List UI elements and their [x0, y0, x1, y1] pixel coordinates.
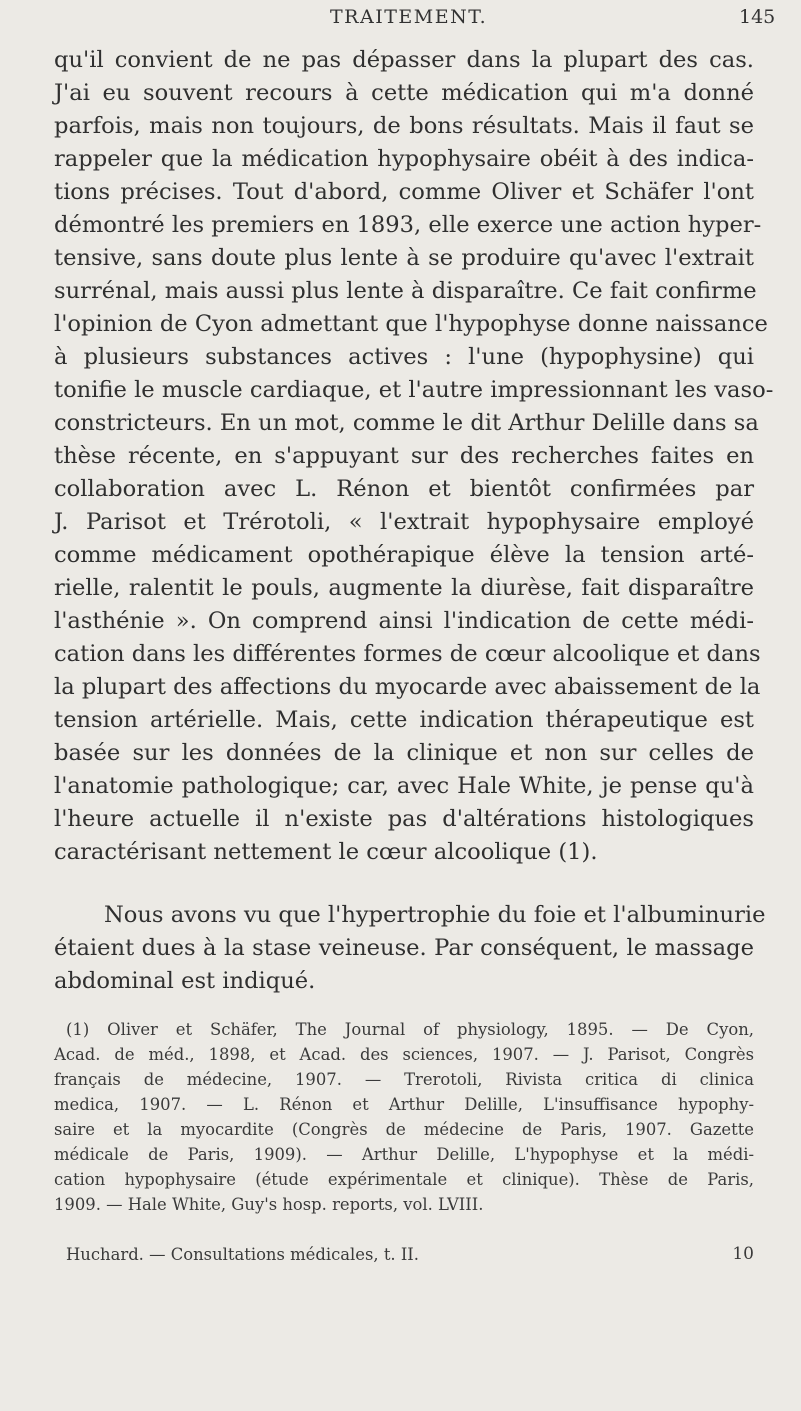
- text-line: tensive, sans doute plus lente à se produire qu'avec l'extrait: [54, 245, 754, 271]
- text-line: Nous avons vu que l'hypertrophie du foie et l'albuminurie: [104, 902, 766, 928]
- printer-signature: [66, 1242, 754, 1267]
- text-line: la plupart des affections du myocarde avec abaissement de la: [54, 674, 761, 700]
- page-number: 145: [739, 6, 776, 28]
- text-line: tonifie le muscle cardiaque, et l'autre impressionnant les vaso-: [54, 377, 774, 403]
- text-line: l'asthénie ». On comprend ainsi l'indication de cette médi-: [54, 608, 754, 634]
- text-line: tions précises. Tout d'abord, comme Oliver et Schäfer l'ont: [54, 179, 754, 205]
- text-line: caractérisant nettement le cœur alcoolique (1).: [54, 839, 598, 865]
- footnote-line: 1909. — Hale White, Guy's hosp. reports, vol. LVIII.: [54, 1195, 484, 1214]
- footnote-line: cation hypophysaire (étude expérimentale et clinique). Thèse de Paris,: [54, 1170, 754, 1189]
- paragraph-1: [54, 44, 774, 869]
- paragraph-2: [54, 899, 766, 998]
- body-text: [54, 44, 774, 998]
- signature-text: Huchard. — Consultations médicales, t. II.: [66, 1245, 419, 1264]
- running-head: [0, 4, 801, 34]
- running-title: TRAITEMENT.: [330, 6, 488, 28]
- text-line: surrénal, mais aussi plus lente à disparaître. Ce fait confirme: [54, 278, 757, 304]
- footnote-line: français de médecine, 1907. — Trerotoli, Rivista critica di clinica: [54, 1070, 754, 1089]
- sheet-number: 10: [732, 1244, 754, 1264]
- text-line: l'opinion de Cyon admettant que l'hypophyse donne naissance: [54, 311, 768, 337]
- footnote-line: (1) Oliver et Schäfer, The Journal of physiology, 1895. — De Cyon,: [66, 1020, 754, 1039]
- footnotes: [54, 1017, 754, 1217]
- text-line: l'anatomie pathologique; car, avec Hale White, je pense qu'à: [54, 773, 754, 799]
- text-line: abdominal est indiqué.: [54, 968, 316, 994]
- text-line: collaboration avec L. Rénon et bientôt confirmées par: [54, 476, 754, 502]
- text-line: rappeler que la médication hypophysaire obéit à des indica-: [54, 146, 754, 172]
- text-line: comme médicament opothérapique élève la tension arté-: [54, 542, 754, 568]
- text-line: parfois, mais non toujours, de bons résultats. Mais il faut se: [54, 113, 754, 139]
- footnote-line: Acad. de méd., 1898, et Acad. des sciences, 1907. — J. Parisot, Congrès: [54, 1045, 754, 1064]
- text-line: basée sur les données de la clinique et non sur celles de: [54, 740, 754, 766]
- text-line: tension artérielle. Mais, cette indication thérapeutique est: [54, 707, 754, 733]
- footnote-line: médicale de Paris, 1909). — Arthur Delille, L'hypophyse et la médi-: [54, 1145, 754, 1164]
- text-line: constricteurs. En un mot, comme le dit Arthur Delille dans sa: [54, 410, 759, 436]
- text-line: cation dans les différentes formes de cœur alcoolique et dans: [54, 641, 761, 667]
- text-line: démontré les premiers en 1893, elle exerce une action hyper-: [54, 212, 762, 238]
- text-line: J. Parisot et Trérotoli, « l'extrait hypophysaire employé: [54, 509, 754, 535]
- text-line: étaient dues à la stase veineuse. Par conséquent, le massage: [54, 935, 754, 961]
- text-line: thèse récente, en s'appuyant sur des recherches faites en: [54, 443, 754, 469]
- text-line: qu'il convient de ne pas dépasser dans la plupart des cas.: [54, 47, 754, 73]
- text-line: rielle, ralentit le pouls, augmente la diurèse, fait disparaître: [54, 575, 754, 601]
- text-line: J'ai eu souvent recours à cette médication qui m'a donné: [54, 80, 754, 106]
- paragraph-gap: [54, 869, 754, 899]
- text-line: l'heure actuelle il n'existe pas d'altérations histologiques: [54, 806, 754, 832]
- footnote-line: medica, 1907. — L. Rénon et Arthur Delille, L'insuffisance hypophy-: [54, 1095, 754, 1114]
- text-line: à plusieurs substances actives : l'une (hypophysine) qui: [54, 344, 754, 370]
- footnote-line: saire et la myocardite (Congrès de médecine de Paris, 1907. Gazette: [54, 1120, 754, 1139]
